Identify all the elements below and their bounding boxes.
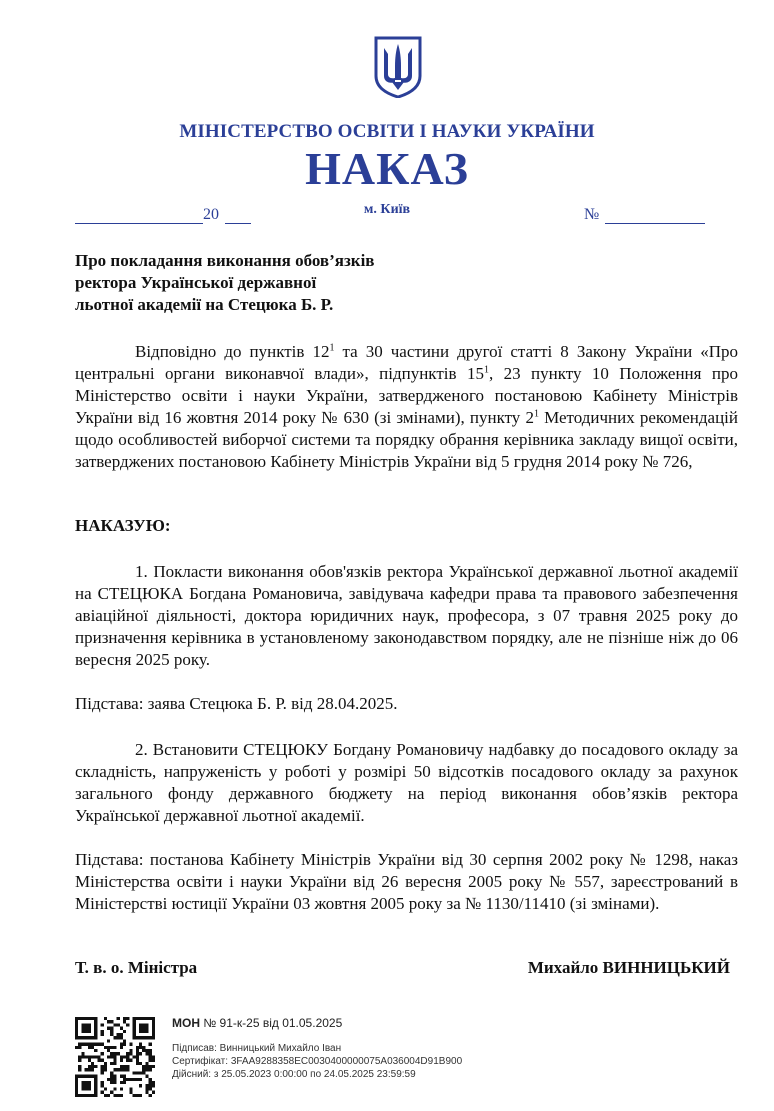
basis-2: Підстава: постанова Кабінету Міністрів України від 30 серпня 2002 року № 1298, наказ Міністерства освіти і науки України від 26 вересня 2005 року № 557, зареєстрований в Міністерстві юстиції України 03 жовтня 2005 року за № 1130/11410 (зі змінами). [75, 850, 738, 913]
coat-of-arms-icon [372, 36, 424, 98]
signer-name: Михайло ВИННИЦЬКИЙ [527, 958, 730, 977]
preamble: Відповідно до пунктів $12^1$ та 30 частини другої статті 8 Закону України «Про центральні органи виконавчої влади», підпунктів $15^1$, 23 пункту 10 Положення про Міністерство освіти і науки України, затвердженого постановою Кабінету Міністрів України від 16 жовтня 2014 року № 630 (зі змінами), пункту $2^1$ Методичних рекомендацій щодо особливостей виборчої системи та порядку обрання керівника закладу вищої освіти, затверджених постановою Кабінету Міністрів України від 5 грудня 2014 року № 726, [75, 342, 738, 471]
e-signature-stamp [172, 1016, 462, 1081]
order-title [75, 250, 495, 316]
city: м. Київ [363, 202, 411, 217]
stamp-validity: Дійсний: з 25.05.2023 0:00:00 по 24.05.2025 23:59:59 [172, 1069, 416, 1080]
date-year-prefix: 20 [203, 206, 219, 223]
basis-1: Підстава: заява Стецюка Б. Р. від 28.04.2025. [75, 694, 398, 713]
order-item-2: 2. Встановити СТЕЦЮКУ Богдану Романовичу надбавку до посадового окладу за складність, напруженість у роботі у розмірі 50 відсотків посадового окладу за рахунок загального фонду державного бюджету на період виконання обов’язків ректора Української державної льотної академії. [75, 740, 738, 825]
stamp-reg: № 91-к-25 від 01.05.2025 [203, 1016, 343, 1030]
number-field [584, 206, 705, 224]
order-title-line: льотної академії на Стецюка Б. Р. [75, 295, 334, 314]
order-word: НАКАЗУЮ: [75, 516, 171, 535]
document-type: НАКАЗ [305, 143, 469, 194]
number-sign: № [584, 206, 600, 223]
ministry-name: МІНІСТЕРСТВО ОСВІТИ І НАУКИ УКРАЇНИ [179, 121, 595, 142]
stamp-signed-by: Підписав: Винницький Михайло Іван [172, 1043, 342, 1054]
stamp-certificate: Сертифікат: 3FAA9288358EC0030400000075A036004D91B900 [172, 1056, 463, 1067]
order-title-line: Про покладання виконання обов’язків [75, 251, 375, 270]
date-field [75, 206, 251, 224]
signer-position: Т. в. о. Міністра [75, 958, 198, 977]
stamp-org: МОН [172, 1016, 200, 1030]
order-item-1: 1. Покласти виконання обов'язків ректора Української державної льотної академії на СТЕЦЮКА Богдана Романовича, завідувача кафедри права та правового забезпечення авіаційної діяльності, доктора юридичних наук, професора, з 07 травня 2025 року до призначення керівника в установленому законодавством порядку, але не пізніше ніж до 06 вересня 2025 року. [75, 562, 738, 669]
qr-code-icon [75, 1017, 155, 1097]
order-title-line: ректора Української державної [75, 273, 317, 292]
